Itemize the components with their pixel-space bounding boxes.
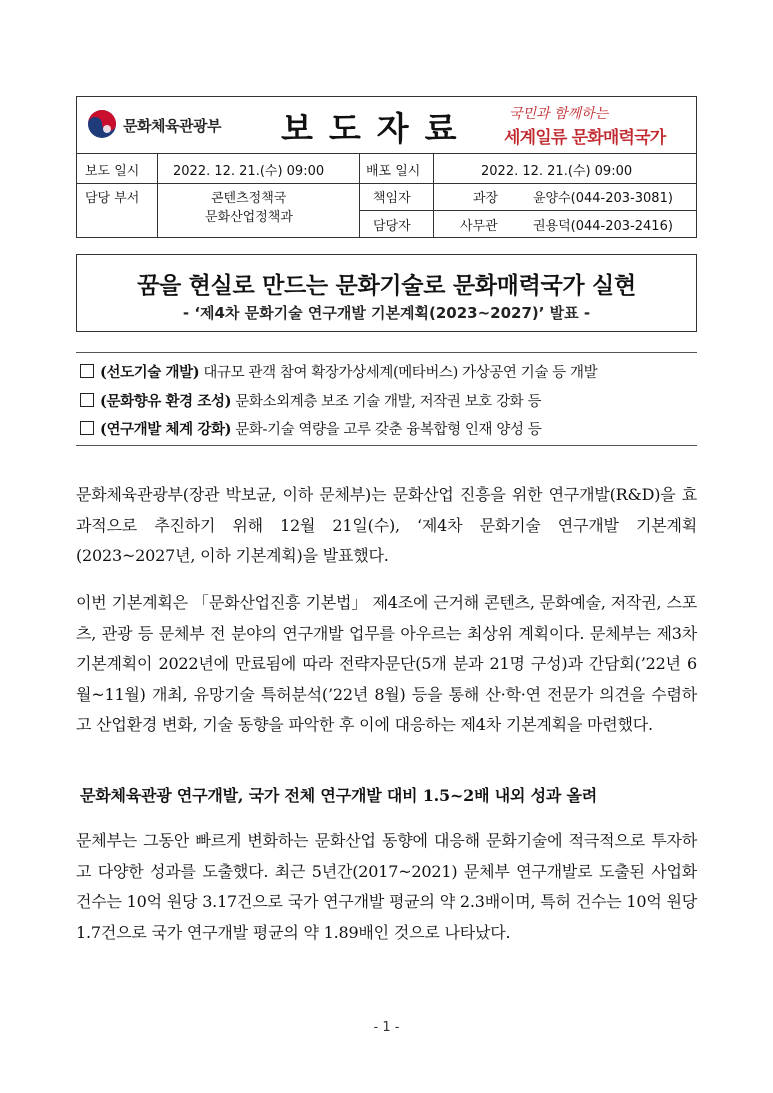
summary-item-text: 문화소외계층 보조 기술 개발, 저작권 보호 강화 등 [231,394,542,410]
summary-item [80,390,541,411]
headline-title: 꿈을 현실로 만드는 문화기술로 문화매력국가 실현 [137,273,636,299]
checkbox-square-icon [80,364,94,378]
body-paragraph-background: 이번 기본계획은 「문화산업진흥 기본법」 제4조에 근거해 콘텐츠, 문화예술, 저작권, 스포츠, 관광 등 문체부 전 분야의 연구개발 업무를 아우르는 최상위 계획이다. 문체부는 제3차 기본계획이 2022년에 만료됨에 따라 전략자문단(5개 분과 21명 구성)과 간담회(’22년 6월~11월) 개최, 유망기술 특허분석(’22년 8월) 등을 통해 산·학·연 전문가 의견을 수렴하고 산업환경 변화, 기술 동향을 파악한 후 이에 대응하는 제4차 기본계획을 마련했다. [76,593,698,734]
summary-box [76,352,697,446]
taegeuk-logo-icon [87,109,117,139]
section-heading: 문화체육관광 연구개발, 국가 전체 연구개발 대비 1.5~2배 내외 성과 올려 [80,786,597,805]
department-label: 담당 부서 [85,191,140,206]
ministry-name: 문화체육관광부 [123,117,221,135]
summary-item-heading: (연구개발 체계 강화) [100,421,232,438]
headline-box [76,254,697,332]
department-bureau: 콘텐츠정책국 [211,191,287,206]
slogan-subtitle: 국민과 함께하는 [509,106,609,122]
checkbox-square-icon [80,421,94,435]
summary-item-heading: (문화향유 환경 조성) [100,393,232,410]
summary-item [80,418,541,439]
responsible-label: 책임자 [373,191,411,206]
summary-item-heading: (선도기술 개발) [100,364,200,381]
summary-item [80,361,597,382]
contact-person-title: 사무관 [460,219,498,234]
contact-row [77,184,696,237]
responsible-title: 과장 [473,191,499,206]
body-paragraph-intro: 문화체육관광부(장관 박보균, 이하 문체부)는 문화산업 진흥을 위한 연구개발(R&D)을 효과적으로 추진하기 위해 12월 21일(수), ‘제4차 문화기술 연구개발 기본계획(2023~2027년, 이하 기본계획)을 발표했다. [76,485,697,565]
distribution-date-label: 배포 일시 [366,164,421,179]
responsible-contact: 윤양수(044-203-3081) [533,191,673,206]
press-release-header [76,96,697,238]
summary-item-text: 문화-기술 역량을 고루 갖춘 융복합형 인재 양성 등 [231,422,542,438]
department-division: 문화산업정책과 [205,210,293,225]
body-paragraph-results: 문체부는 그동안 빠르게 변화하는 문화산업 동향에 대응해 문화기술에 적극적으로 투자하고 다양한 성과를 도출했다. 최근 5년간(2017~2021) 문체부 연구개발로 도출된 사업화 건수는 10억 원당 3.17건으로 국가 연구개발 평균의 약 2.3배이며, 특허 건수는 10억 원당 1.7건으로 국가 연구개발 평균의 약 1.89배인 것으로 나타났다. [76,831,697,942]
header-banner [77,97,696,154]
page-number: - 1 - [373,1020,400,1035]
release-date-row [77,153,696,184]
slogan: 세계일류 문화매력국가 [504,128,666,148]
document-type-title: 보도자료 [281,109,473,148]
distribution-date-value: 2022. 12. 21.(수) 09:00 [481,164,633,179]
contact-person-label: 담당자 [373,219,411,234]
headline-subtitle: - ‘제4차 문화기술 연구개발 기본계획(2023~2027)’ 발표 - [182,304,591,322]
contact-person-contact: 권용덕(044-203-2416) [533,219,673,234]
summary-item-text: 대규모 관객 참여 확장가상세계(메타버스) 가상공연 기술 등 개발 [199,365,598,381]
report-date-label: 보도 일시 [85,164,140,179]
checkbox-square-icon [80,393,94,407]
report-date-value: 2022. 12. 21.(수) 09:00 [173,164,325,179]
